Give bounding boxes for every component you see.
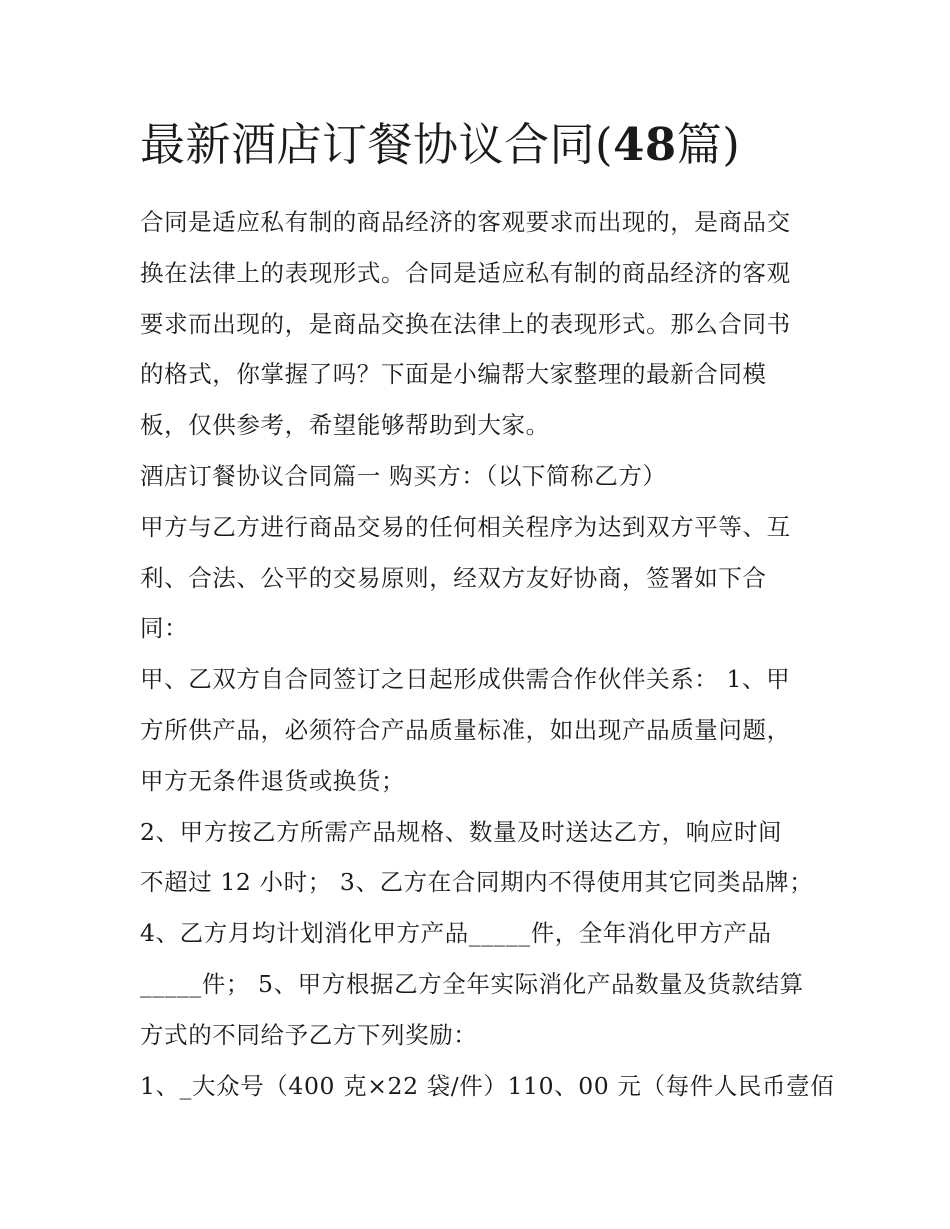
title-count: 48: [613, 118, 677, 171]
text-line: 方所供产品，必须符合产品质量标准，如出现产品质量问题，: [140, 715, 791, 744]
text-line: 的格式，你掌握了吗？下面是小编帮大家整理的最新合同模: [140, 360, 767, 389]
text-line: 同：: [140, 614, 189, 643]
title-main: 最新酒店订餐协议合同(: [140, 118, 614, 171]
text-line: 换在法律上的表现形式。合同是适应私有制的商品经济的客观: [140, 258, 791, 287]
text-line: 甲方与乙方进行商品交易的任何相关程序为达到双方平等、互: [140, 512, 791, 541]
text-line: 方式的不同给予乙方下列奖励：: [140, 1020, 478, 1049]
text-line: 板，仅供参考，希望能够帮助到大家。: [140, 411, 550, 440]
text-line: 4、乙方月均计划消化甲方产品_____件，全年消化甲方产品: [140, 919, 772, 948]
text-line: 不超过 12 小时； 3、乙方在合同期内不得使用其它同类品牌；: [140, 868, 814, 897]
document-body: [140, 197, 835, 1111]
text-line: 2、甲方按乙方所需产品规格、数量及时送达乙方，响应时间: [140, 817, 783, 846]
text-line: 甲方无条件退货或换货；: [140, 766, 406, 795]
text-line: _____件； 5、甲方根据乙方全年实际消化产品数量及货款结算: [140, 969, 804, 998]
text-line: 利、合法、公平的交易原则，经双方友好协商，签署如下合: [140, 563, 767, 592]
text-line: 1、_大众号（400 克×22 袋/件）110、00 元（每件人民币壹佰: [140, 1071, 835, 1100]
section-heading-line: 酒店订餐协议合同篇一 购买方：（以下简称乙方）: [140, 461, 667, 490]
text-line: 要求而出现的，是商品交换在法律上的表现形式。那么合同书: [140, 309, 791, 338]
text-line: 合同是适应私有制的商品经济的客观要求而出现的，是商品交: [140, 208, 791, 236]
title-tail: 篇): [676, 118, 741, 171]
text-line: 甲、乙双方自合同签订之日起形成供需合作伙伴关系： 1、甲: [140, 665, 791, 694]
document-title: [140, 112, 840, 178]
